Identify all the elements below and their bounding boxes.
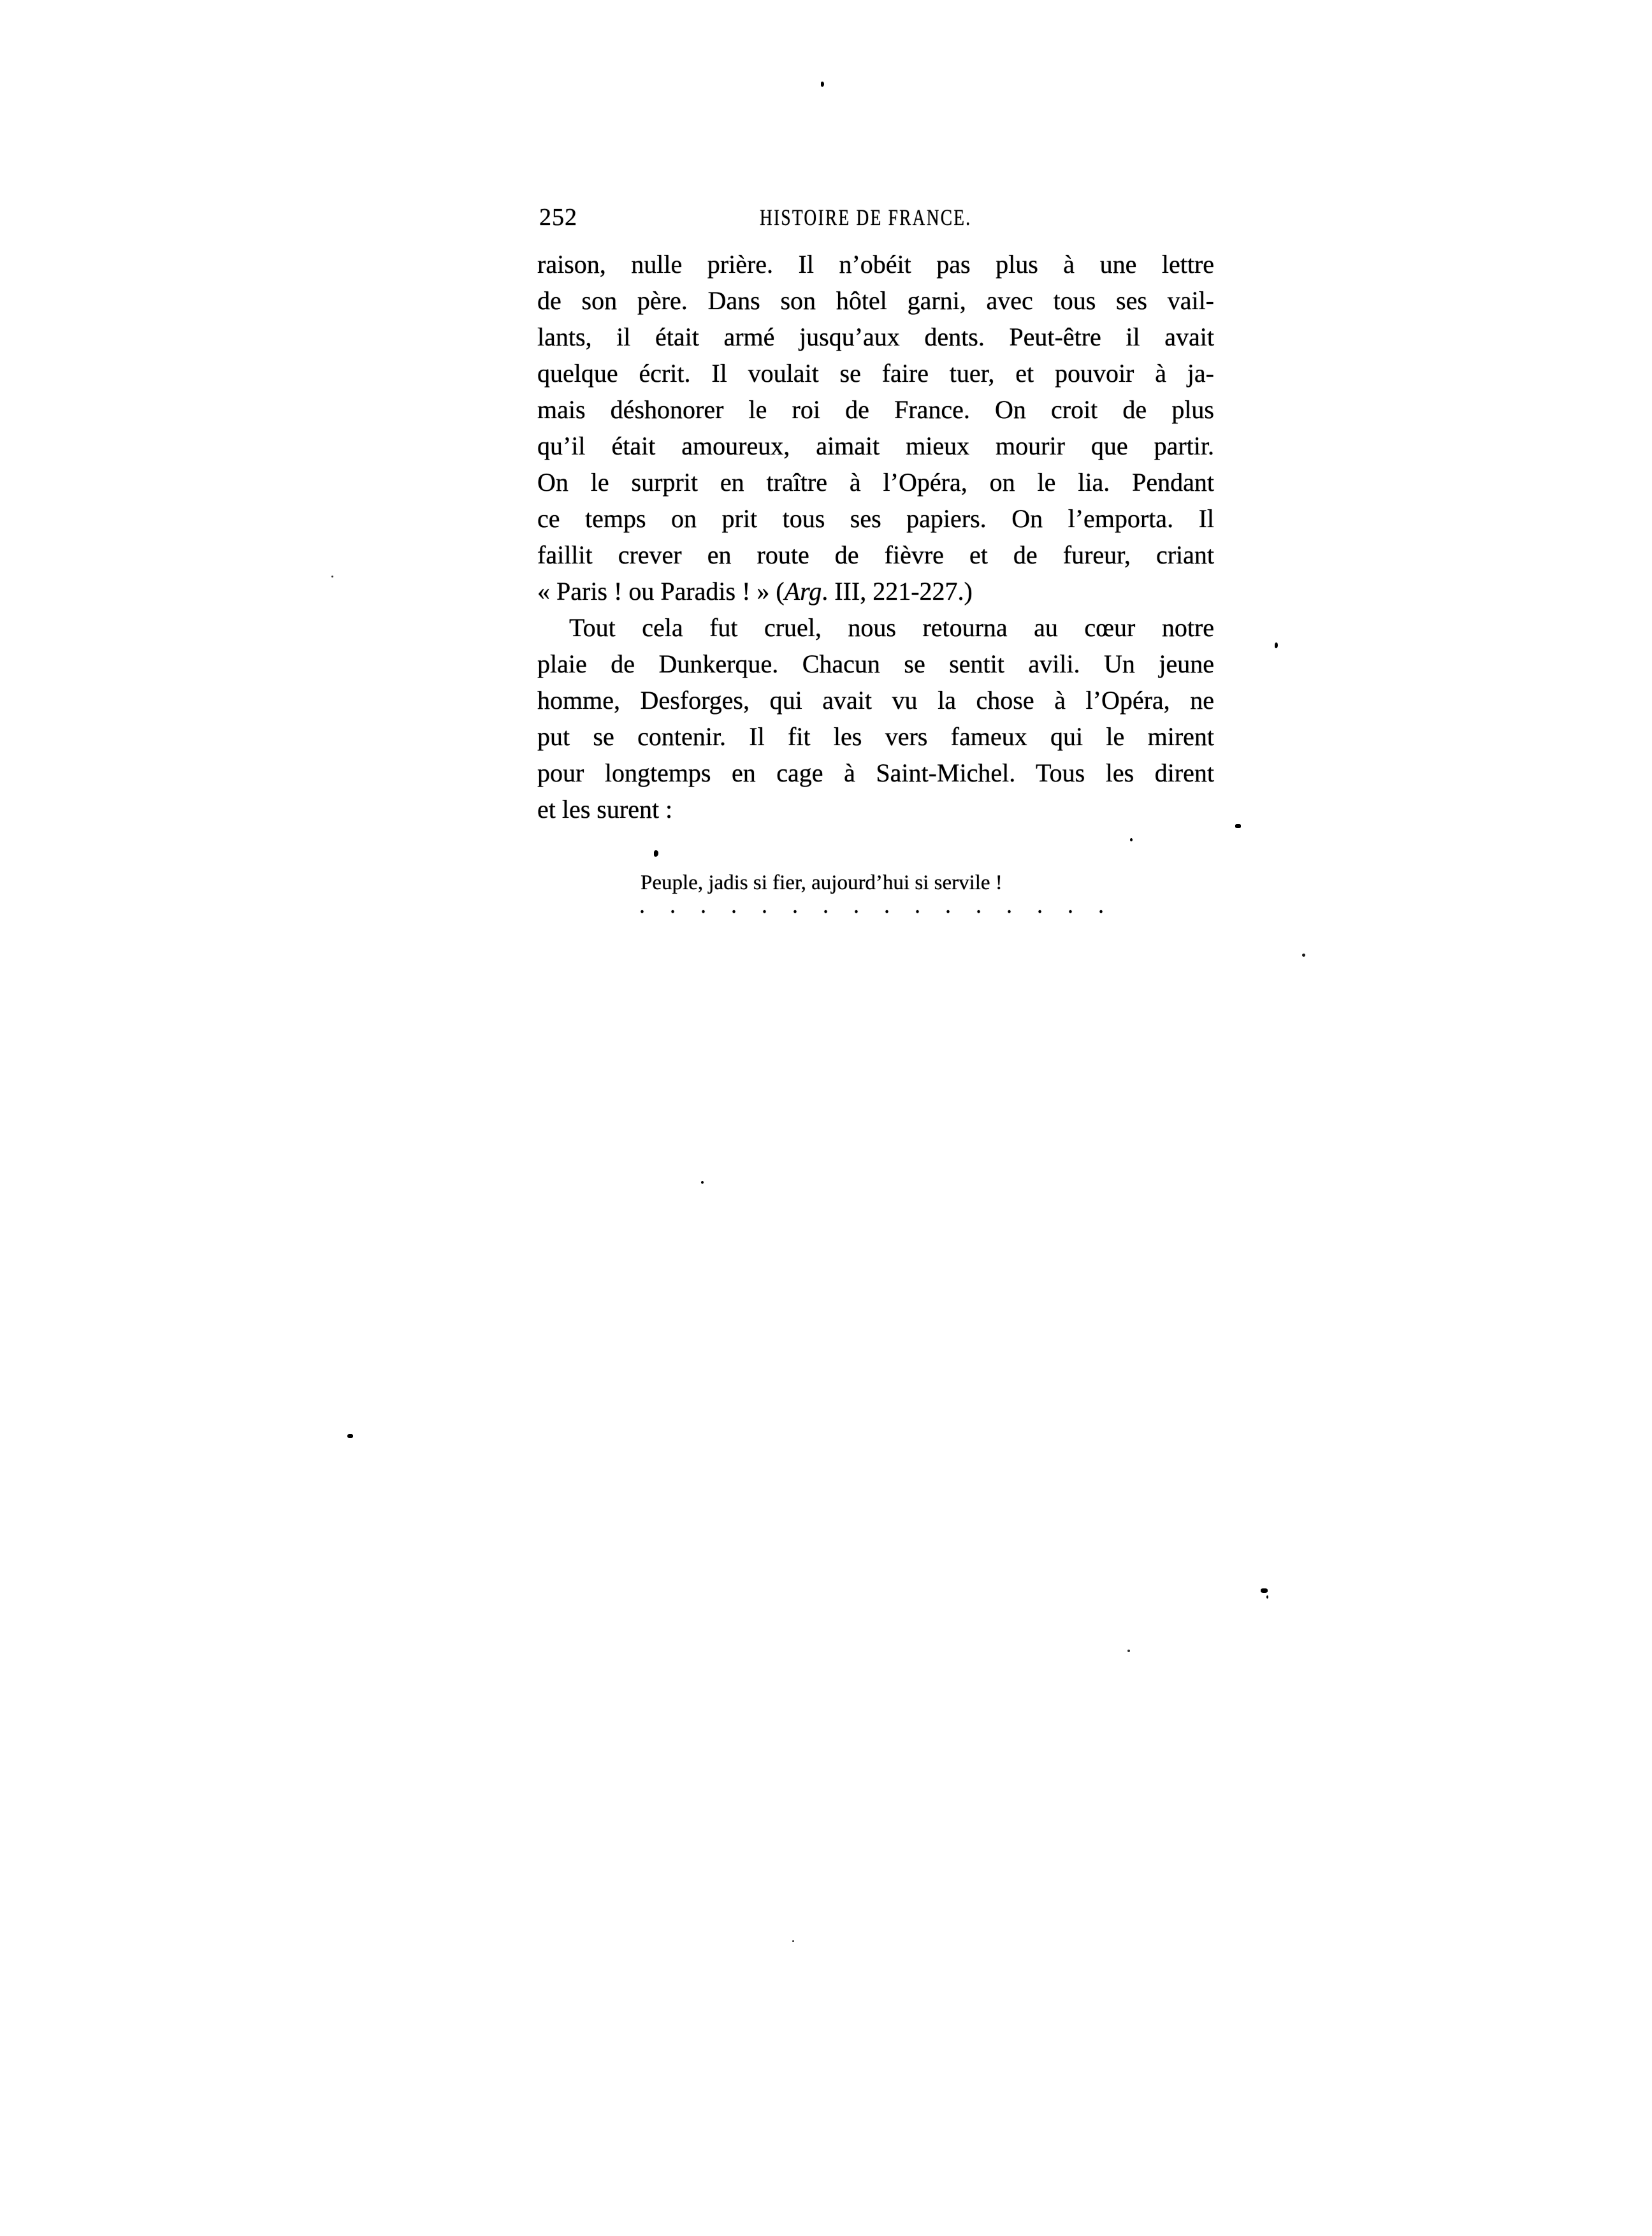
- text-line: lants, il était armé jusqu’aux dents. Peut-être il avait: [537, 323, 1214, 351]
- page-number: 252: [539, 204, 577, 231]
- scan-speck: [821, 82, 824, 87]
- text-line: faillit crever en route de fièvre et de fureur, criant: [537, 541, 1214, 569]
- scan-speck: [701, 1181, 704, 1184]
- citation-pre: « Paris ! ou Paradis ! » (: [537, 577, 785, 606]
- running-head: HISTOIRE DE FRANCE.: [760, 205, 972, 230]
- text-line: et les surent :: [537, 795, 673, 824]
- text-line: quelque écrit. Il voulait se faire tuer, et pouvoir à ja-: [537, 359, 1214, 388]
- text-line: Tout cela fut cruel, nous retourna au cœur notre: [569, 613, 1214, 642]
- text-line: qu’il était amoureux, aimait mieux mourir que partir.: [537, 432, 1214, 460]
- verse-ellipsis-dots: . . . . . . . . . . . . . . . .: [639, 892, 1104, 918]
- scan-speck: [1130, 838, 1133, 841]
- scan-speck: [792, 1940, 794, 1942]
- text-line: raison, nulle prière. Il n’obéit pas plus à une lettre: [537, 250, 1214, 279]
- text-line: On le surprit en traître à l’Opéra, on le lia. Pendant: [537, 468, 1214, 497]
- text-line: homme, Desforges, qui avait vu la chose à l’Opéra, ne: [537, 686, 1214, 715]
- scan-speck: [1275, 642, 1278, 648]
- scan-speck: [654, 850, 658, 857]
- scan-speck: [1302, 954, 1305, 957]
- citation-post: . III, 221-227.): [822, 577, 973, 606]
- text-line: mais déshonorer le roi de France. On croit de plus: [537, 395, 1214, 424]
- verse-line: Peuple, jadis si fier, aujourd’hui si servile !: [641, 871, 1003, 894]
- scan-speck: [1235, 824, 1241, 828]
- text-line: plaie de Dunkerque. Chacun se sentit avili. Un jeune: [537, 650, 1214, 678]
- scan-speck: [331, 576, 333, 577]
- text-line: ce temps on prit tous ses papiers. On l’emporta. Il: [537, 504, 1214, 533]
- citation-ref-italic: Arg: [784, 577, 822, 606]
- scan-speck: [1266, 1595, 1268, 1599]
- text-line: pour longtemps en cage à Saint-Michel. Tous les dirent: [537, 759, 1214, 787]
- scan-speck: [347, 1434, 353, 1438]
- body-text: [537, 246, 1214, 827]
- scan-speck: [1127, 1650, 1130, 1652]
- text-line: put se contenir. Il fit les vers fameux qui le mirent: [537, 722, 1214, 751]
- citation-line: [537, 573, 1214, 609]
- scan-speck: [1261, 1588, 1268, 1593]
- text-line: de son père. Dans son hôtel garni, avec tous ses vail-: [537, 286, 1214, 315]
